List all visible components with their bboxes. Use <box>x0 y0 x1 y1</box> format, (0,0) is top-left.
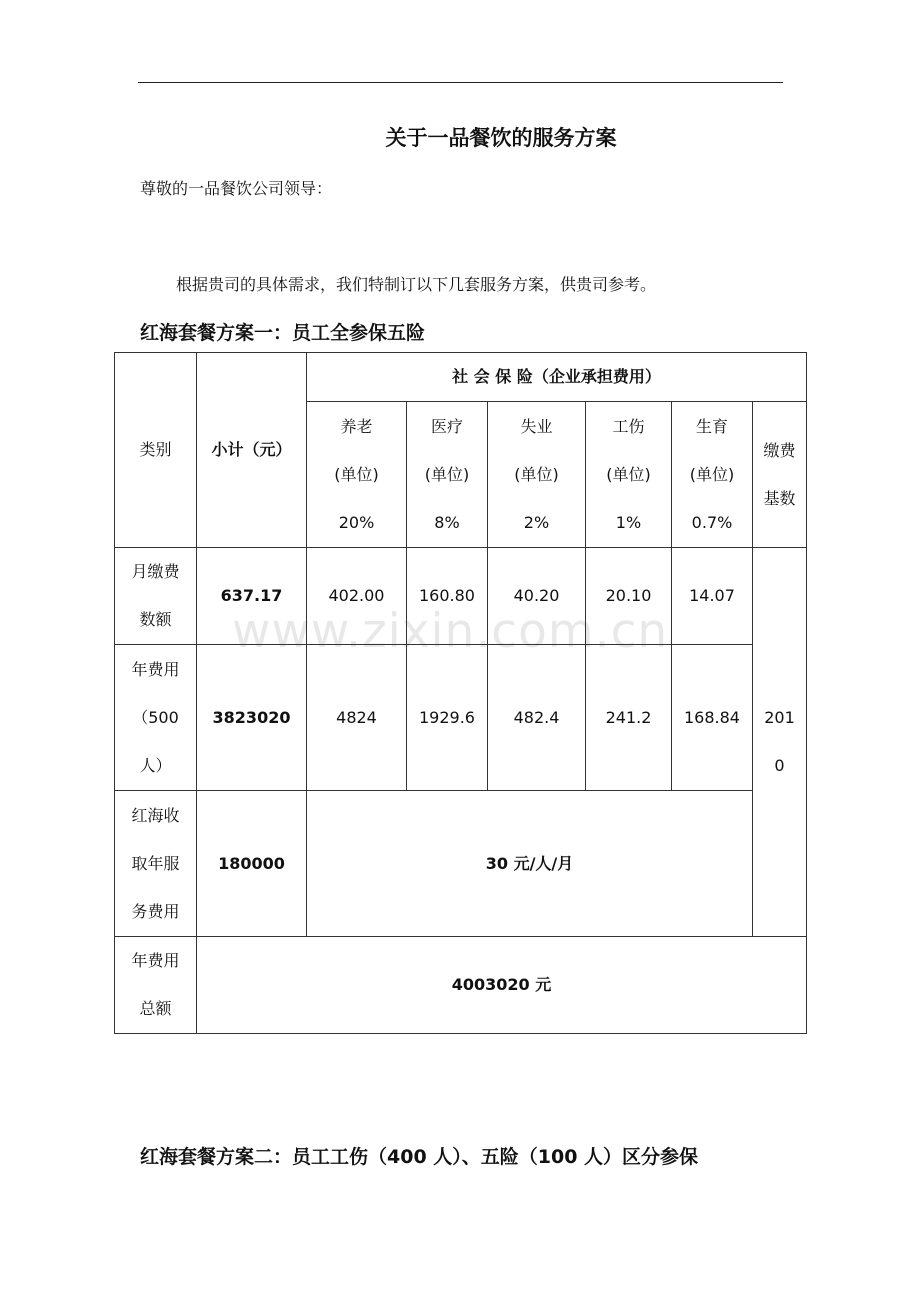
row-label-total: 年费用 总额 <box>115 937 197 1034</box>
annual-injury: 241.2 <box>586 645 672 791</box>
annual-unemployment: 482.4 <box>488 645 586 791</box>
plan-1-table <box>114 352 807 1034</box>
annual-subtotal: 3823020 <box>197 645 307 791</box>
header-contribution-base: 缴费 基数 <box>753 402 807 548</box>
monthly-subtotal: 637.17 <box>197 548 307 645</box>
header-pension: 养老 (单位) 20% <box>307 402 407 548</box>
contribution-base-value: 201 0 <box>753 548 807 937</box>
header-maternity: 生育 (单位) 0.7% <box>672 402 753 548</box>
monthly-unemployment: 40.20 <box>488 548 586 645</box>
document-title: 关于一品餐饮的服务方案 <box>385 126 617 150</box>
monthly-maternity: 14.07 <box>672 548 753 645</box>
monthly-pension: 402.00 <box>307 548 407 645</box>
header-medical: 医疗 (单位) 8% <box>407 402 488 548</box>
watermark: www.zixin.com.cn <box>232 604 669 659</box>
monthly-medical: 160.80 <box>407 548 488 645</box>
annual-total-amount: 4003020 元 <box>197 937 807 1034</box>
annual-pension: 4824 <box>307 645 407 791</box>
header-subtotal: 小计（元） <box>197 353 307 548</box>
service-fee-rate: 30 元/人/月 <box>307 791 753 937</box>
annual-medical: 1929.6 <box>407 645 488 791</box>
header-unemployment: 失业 (单位) 2% <box>488 402 586 548</box>
row-label-annual: 年费用 （500 人） <box>115 645 197 791</box>
header-category: 类别 <box>115 353 197 548</box>
monthly-injury: 20.10 <box>586 548 672 645</box>
header-social-insurance: 社 会 保 险（企业承担费用） <box>307 353 807 402</box>
annual-maternity: 168.84 <box>672 645 753 791</box>
header-rule <box>138 82 783 83</box>
intro-paragraph: 根据贵司的具体需求，我们特制订以下几套服务方案，供贵司参考。 <box>176 275 657 294</box>
row-label-monthly: 月缴费 数额 <box>115 548 197 645</box>
row-label-service-fee: 红海收 取年服 务费用 <box>115 791 197 937</box>
salutation: 尊敬的一品餐饮公司领导： <box>140 179 333 198</box>
section-title-plan-2: 红海套餐方案二：员工工伤（400 人）、五险（100 人）区分参保 <box>140 1146 699 1168</box>
service-fee-subtotal: 180000 <box>197 791 307 937</box>
header-injury: 工伤 (单位) 1% <box>586 402 672 548</box>
section-title-plan-1: 红海套餐方案一：员工全参保五险 <box>140 322 426 344</box>
